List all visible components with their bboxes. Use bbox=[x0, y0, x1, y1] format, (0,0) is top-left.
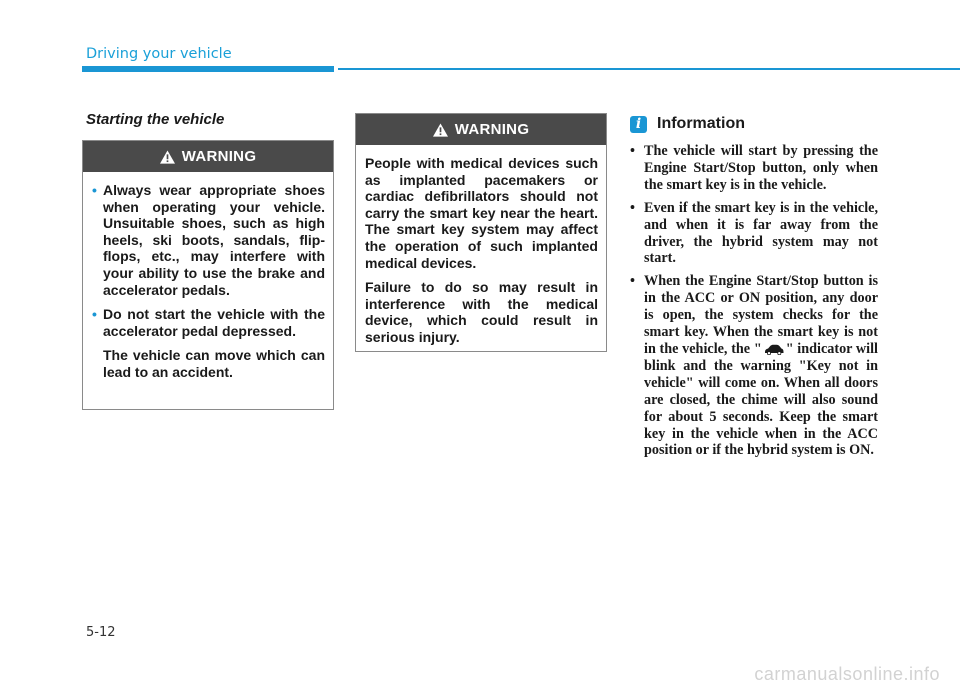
car-key-icon bbox=[764, 344, 784, 355]
information-title: Information bbox=[657, 115, 745, 132]
list-item bbox=[630, 143, 878, 194]
warning-note: The vehicle can move which can lead to an accident. bbox=[103, 347, 325, 380]
warning-bullet bbox=[92, 182, 325, 298]
warning-paragraph: People with medical devices such as implanted pacemakers or cardiac defibrillators should not carry the smart key near the heart. The smart key system may affect the operation of such implanted medical devices. bbox=[365, 155, 598, 271]
warning-header bbox=[83, 141, 333, 172]
list-item bbox=[630, 273, 878, 459]
subheading-starting-vehicle: Starting the vehicle bbox=[86, 111, 225, 128]
list-item-text: Even if the smart key is in the vehicle, and when it is far away from the driver, the hybrid system may not start. bbox=[644, 199, 878, 267]
header-rule-thin bbox=[338, 68, 960, 70]
bullet-dot: • bbox=[630, 199, 635, 216]
list-item bbox=[630, 200, 878, 268]
section-title: Driving your vehicle bbox=[86, 46, 232, 62]
watermark: carmanualsonline.info bbox=[754, 664, 940, 684]
warning-body bbox=[356, 145, 606, 362]
list-item-text: The vehicle will start by pressing the Engine Start/Stop button, only when the smart key is in the vehicle. bbox=[644, 143, 878, 193]
warning-label: WARNING bbox=[454, 121, 530, 138]
warning-body bbox=[83, 172, 333, 397]
bullet-dot: • bbox=[630, 273, 635, 290]
information-list bbox=[630, 143, 878, 465]
header-rule-thick bbox=[82, 66, 334, 72]
warning-triangle-icon bbox=[160, 150, 175, 164]
warning-paragraph: Failure to do so may result in interference with the medical device, which could result in serious injury. bbox=[365, 279, 598, 345]
information-heading bbox=[630, 115, 745, 133]
bullet-dot: • bbox=[630, 143, 635, 159]
warning-box-shoes bbox=[82, 140, 334, 410]
info-icon: i bbox=[630, 116, 647, 133]
list-item-text-after-icon: " indicator will blink and the warning "Key not in vehicle" will come on. When all doors are closed, the chime will also sound for about 5 seconds. Keep the smart key in the vehicle when in the ACC position or if the hybrid system is ON. bbox=[644, 340, 878, 459]
warning-bullet-text: Always wear appropriate shoes when operating your vehicle. Unsuitable shoes, such as high heels, ski boots, sandals, flip-flops, etc., may interfere with your ability to use the brake and accelerator pedals. bbox=[103, 182, 325, 298]
warning-header bbox=[356, 114, 606, 145]
bullet-dot: • bbox=[92, 182, 97, 198]
warning-bullet-text: Do not start the vehicle with the accelerator pedal depressed. bbox=[103, 306, 325, 339]
warning-triangle-icon bbox=[433, 123, 448, 137]
warning-box-medical-devices bbox=[355, 113, 607, 352]
warning-label: WARNING bbox=[181, 148, 257, 165]
list-item-text bbox=[644, 273, 878, 459]
list-item-text-before-icon: When the Engine Start/Stop button is in the ACC or ON position, any door is open, the system checks for the smart key. When the smart key is not in the vehicle, the " bbox=[644, 273, 878, 357]
bullet-dot: • bbox=[92, 306, 97, 323]
warning-bullet bbox=[92, 306, 325, 339]
page-number: 5-12 bbox=[86, 625, 116, 640]
